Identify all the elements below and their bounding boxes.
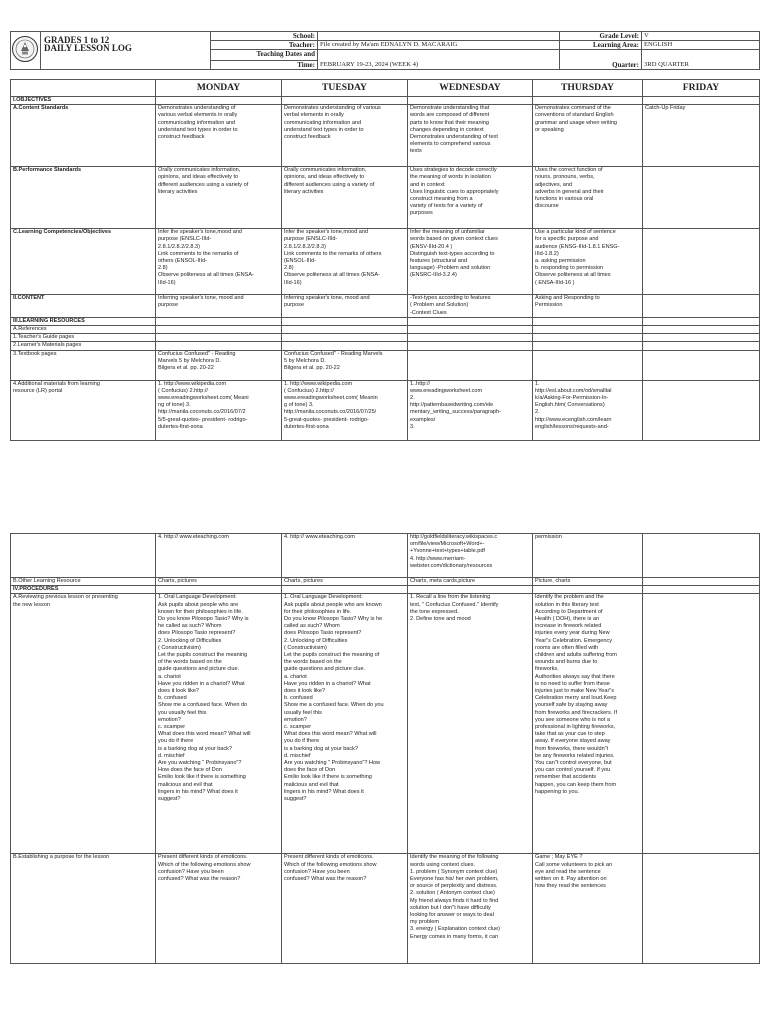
day-cell bbox=[533, 334, 643, 342]
day-cell bbox=[643, 586, 760, 594]
day-cell: 1. Oral Language Development: Ask pupils about people who are known for their philosophies in life. Do you know Pilosopo Tasio? Why is he called as such? Whom does Pilosopo Tasio represent? 2. Unlocking of Difficulties ( Constructivisim) Let the pupils construct the meaning of the words based on the guide questions and picture clue. a. chariot Have you ridden in a chariot? What does it look like? b. confused Show me a confused face. When do you usually feel this emotion? c. scamper What does this word mean? What will you do if there is a barking dog at your back? d. mischief Are you watching " Probinsyano"? How does the face of Don Emilio look like if there is something malicious and evil that lingers in his mind? What does it suggest? bbox=[156, 594, 282, 854]
row-label: A.Content Standards bbox=[11, 105, 156, 167]
day-cell bbox=[643, 342, 760, 350]
row-label: B.Establishing a purpose for the lesson bbox=[11, 854, 156, 964]
title-cell bbox=[41, 32, 211, 70]
day-thursday: THURSDAY bbox=[533, 80, 643, 97]
day-header-blank bbox=[11, 80, 156, 97]
day-cell: Identify the problem and the solution in this literary text According to Department of Health ( DOH), there is an increase in firework related injuries every year during New Year"s Celebration. Emergency rooms are often filled with children and adults suffering from wounds and burns due to fireworks. Authorities always say that there is no need to suffer from these injuries just to make New Year"s Celebration merry and loud.Keep yourself safe by staying away from fireworks and firecrackers. If you see someone who is not a professional in lighting fireworks, take that as your cue to step away. If everyone stayed away from fireworks, there wouldn"t be any fireworks related injuries. You can"t control everyone, but you can control yourself. If you remember that accidents happen, you can keep them from happening to you. bbox=[533, 594, 643, 854]
day-cell: Charts, pictures bbox=[282, 578, 408, 586]
grade-level-value: V bbox=[642, 32, 760, 41]
day-cell bbox=[282, 334, 408, 342]
day-cell bbox=[408, 334, 533, 342]
lesson-row bbox=[11, 594, 760, 854]
day-cell bbox=[282, 586, 408, 594]
lesson-table-page-two bbox=[10, 533, 760, 964]
lesson-table-page-one bbox=[10, 79, 760, 441]
day-cell: Infer the meaning of unfamiliar words based on given context clues (ENSV-IIId-20.4 ) Distinguish text-types according to features (structural and language) -Problem and solution (ENSRC-IIId-3.2.4) bbox=[408, 229, 533, 295]
row-label: I.OBJECTIVES bbox=[11, 97, 156, 105]
teaching-dates-value: FEBRUARY 19-23, 2024 (WEEK 4) bbox=[318, 50, 560, 70]
learning-area-label: Learning Area: bbox=[560, 41, 642, 50]
day-monday: MONDAY bbox=[156, 80, 282, 97]
lesson-row bbox=[11, 578, 760, 586]
header-table bbox=[10, 31, 760, 70]
day-cell: Demonstrate understanding that words are composed of different parts to know that their meaning changes depending in context Demonstrates understanding of text elements to comprehend various texts bbox=[408, 105, 533, 167]
day-cell bbox=[408, 350, 533, 380]
deped-seal-cell bbox=[11, 32, 41, 70]
day-cell bbox=[408, 317, 533, 325]
teacher-label: Teacher: bbox=[211, 41, 318, 50]
day-cell: -Text-types according to features ( Problem and Solution) -Context Clues bbox=[408, 295, 533, 318]
day-cell bbox=[533, 326, 643, 334]
day-cell bbox=[156, 317, 282, 325]
day-cell: 1. Oral Language Development: Ask pupils about people who are known for their philosophies in life. Do you know Pilosopo Tasio? Why is he called as such? Whom does Pilosopo Tasio represent? 2. Unlocking of Difficulties ( Constructivisim) Let the pupils construct the meaning of the words based on the guide questions and picture clue. a. chariot Have you ridden in a chariot? What does it look like? b. confused Show me a confused face. When do you usually feel this emotion? c. scamper What does this word mean? What will you do if there is a barking dog at your back? d. mischief Are you watching " Probinsyano"? How does the face of Don Emilio look like if there is something malicious and evil that lingers in his mind? What does it suggest? bbox=[282, 594, 408, 854]
day-tuesday: TUESDAY bbox=[282, 80, 408, 97]
day-cell bbox=[156, 326, 282, 334]
day-cell: Confucius Confused" - Reading Marvels 5 by Melchora D. Bilgera et al. pp. 20-22 bbox=[156, 350, 282, 380]
grade-level-label: Grade Level: bbox=[560, 32, 642, 41]
day-cell bbox=[533, 317, 643, 325]
day-cell: Game ; May EYE ? Call some volunteers to pick an eye and read the sentence written on it. Pay attention on how they read the sentences bbox=[533, 854, 643, 964]
row-label: 2.Learner's Materials pages bbox=[11, 342, 156, 350]
day-cell bbox=[643, 317, 760, 325]
title-daily-lesson-log: DAILY LESSON LOG bbox=[44, 43, 132, 53]
day-cell: Confucius Confused" - Reading Marvels 5 by Melchora D. Bilgera et al. pp. 20-22 bbox=[282, 350, 408, 380]
day-cell: Uses strategies to decode correctly the meaning of words in isolation and in context Uses linguistic cues to appropriately construct meaning from a variety of texts for a variety of purposes bbox=[408, 167, 533, 229]
row-label: 4.Additional materials from learning resource (LR) portal bbox=[11, 380, 156, 440]
lesson-row bbox=[11, 350, 760, 380]
day-cell: Orally communicates information, opinions, and ideas effectively to different audiences using a variety of literary activities bbox=[282, 167, 408, 229]
day-cell: Use a particular kind of sentence for a specific purpose and audience (ENSG-IIId-1.8.1 ENSG- IIId-1.8.2) a. asking permission b. responding to permission Observe politeness at all times ( ENSA-IIId-16 ) bbox=[533, 229, 643, 295]
teacher-value: File created by Ma'am EDNALYN D. MACARAIG bbox=[318, 41, 560, 50]
day-cell bbox=[643, 854, 760, 964]
day-cell bbox=[643, 594, 760, 854]
lesson-row bbox=[11, 342, 760, 350]
row-label: A.References bbox=[11, 326, 156, 334]
quarter-value: 3RD QUARTER bbox=[642, 50, 760, 70]
lesson-row bbox=[11, 326, 760, 334]
lesson-row bbox=[11, 380, 760, 440]
day-cell: Inferring speaker's tone, mood and purpose bbox=[282, 295, 408, 318]
day-cell bbox=[643, 97, 760, 105]
day-cell: Present different kinds of emoticons. Which of the following emotions show confusion? Have you been confused? What was the reason? bbox=[156, 854, 282, 964]
lesson-row bbox=[11, 229, 760, 295]
day-cell bbox=[282, 326, 408, 334]
row-label: B.Performance Standards bbox=[11, 167, 156, 229]
page-two bbox=[0, 533, 768, 1024]
row-label: 3.Textbook pages bbox=[11, 350, 156, 380]
day-cell: 4. http:// www.eteaching.com bbox=[282, 534, 408, 578]
row-label: A.Reviewing previous lesson or presenting the new lesson bbox=[11, 594, 156, 854]
day-cell bbox=[282, 97, 408, 105]
day-cell bbox=[156, 586, 282, 594]
day-cell: Charts, meta cards,picture bbox=[408, 578, 533, 586]
title-grades: GRADES 1 to 12 bbox=[44, 35, 110, 45]
day-cell bbox=[533, 586, 643, 594]
day-cell: 1..http:// www.ereadingworksheet.com 2. http://patternbasedwriting.com/ele mentary_writing_success/paragraph- examples/ 3. bbox=[408, 380, 533, 440]
day-wednesday: WEDNESDAY bbox=[408, 80, 533, 97]
lesson-row bbox=[11, 534, 760, 578]
day-cell: Infer the speaker's tone,mood and purpose (ENSLC-IIId- 2.8.1/2.8.2/2.8.3) Link comments to the remarks of others (ENSOL-IIId- 2.8) Observe politeness at all times (ENSA- IIId-16) bbox=[282, 229, 408, 295]
day-cell: Picture, charts bbox=[533, 578, 643, 586]
row-label: B.Other Learning Resource bbox=[11, 578, 156, 586]
learning-area-value: ENGLISH bbox=[642, 41, 760, 50]
day-cell bbox=[643, 167, 760, 229]
quarter-label: Quarter: bbox=[560, 50, 642, 70]
day-cell bbox=[533, 342, 643, 350]
day-cell: Demonstrates command of the conventions of standard English grammar and usage when writing or speaking bbox=[533, 105, 643, 167]
day-cell: permission bbox=[533, 534, 643, 578]
day-cell bbox=[643, 350, 760, 380]
page-two-rows bbox=[11, 534, 760, 964]
day-cell: Asking and Responding to Permission bbox=[533, 295, 643, 318]
row-label: III.LEARNING RESOURCES bbox=[11, 317, 156, 325]
school-label: School: bbox=[211, 32, 318, 41]
day-cell: Charts, pictures bbox=[156, 578, 282, 586]
day-cell: Demonstrates understanding of various verbal elements in orally communicating information and understand text types in order to construct feedback bbox=[156, 105, 282, 167]
lesson-row bbox=[11, 105, 760, 167]
day-cell: Identify the meaning of the following words using context clues. 1. problem ( Synonym context clue) Everyone has his/ her own problem, or source of perplexity and distress. 2. solution ( Antonym context clue) My friend always finds it hard to find solution but I don"t have difficulty looking for answer or ways to deal my problem 3. energy ( Explanation context clue) Energy comes in many forms, it can bbox=[408, 854, 533, 964]
day-cell bbox=[156, 342, 282, 350]
row-label bbox=[11, 534, 156, 578]
day-cell bbox=[408, 586, 533, 594]
day-header-row bbox=[11, 80, 760, 97]
time-label: Time: bbox=[211, 61, 318, 70]
lesson-row bbox=[11, 295, 760, 318]
row-label: II.CONTENT bbox=[11, 295, 156, 318]
day-cell bbox=[643, 380, 760, 440]
day-cell: Present different kinds of emoticons. Which of the following emotions show confusion? Have you been confused? What was the reason? bbox=[282, 854, 408, 964]
lesson-row bbox=[11, 317, 760, 325]
row-label: C.Learning Competencies/Objectives bbox=[11, 229, 156, 295]
day-cell bbox=[282, 342, 408, 350]
day-cell: Orally communicates information, opinions, and ideas effectively to different audiences using a variety of literary activities bbox=[156, 167, 282, 229]
day-cell: http://goldfieldsliteracy.wikispaces.c om/file/view/Microsoft+Word+- +Yvonne+text+types+table.pdf 4. http://www.merriam- webster.com/dictionary/resources bbox=[408, 534, 533, 578]
page-one bbox=[0, 0, 768, 470]
page-one-rows bbox=[11, 97, 760, 441]
row-label: 1.Teacher's Guide pages bbox=[11, 334, 156, 342]
day-cell bbox=[282, 317, 408, 325]
day-cell: 1. http://www.wikipedia.com ( Confucius) 2.http:// www.ereadingworksheet.com( Meani ng of tone) 3. http://manila.coconuts.co/2016/07/2 5/5-great-quotes- president- rodrigo- dutertes-first-sona bbox=[156, 380, 282, 440]
day-cell bbox=[643, 229, 760, 295]
day-cell: 1. Recall a line from the listening text, " Confucius Confused." Identify the tone expressed. 2. Define tone and mood bbox=[408, 594, 533, 854]
teaching-dates-label: Teaching Dates and bbox=[211, 50, 318, 61]
day-cell: Uses the correct function of nouns, pronouns, verbs, adjectives, and adverbs in general and their functions in various oral discourse bbox=[533, 167, 643, 229]
lesson-row bbox=[11, 334, 760, 342]
day-cell bbox=[408, 326, 533, 334]
school-value bbox=[318, 32, 560, 41]
day-cell bbox=[643, 295, 760, 318]
lesson-row bbox=[11, 97, 760, 105]
day-cell: 1. http://www.wikipedia.com ( Confucius) 2.http:// www.ereadingworksheet.com( Meanin g of tone) 3. http://manila.coconuts.co/2016/07/25/ 5-great-quotes- president- rodrigo- dutertes-first-sona bbox=[282, 380, 408, 440]
day-cell: 4. http:// www.eteaching.com bbox=[156, 534, 282, 578]
lesson-row bbox=[11, 586, 760, 594]
lesson-row bbox=[11, 167, 760, 229]
day-cell: 1. http://esl.about.com/od/smalltal k/a/Asking-For-Permission-In- English.htm( Conversations) 2. http://www.ecenglish.com/learn english/lessons/requests-and- bbox=[533, 380, 643, 440]
day-cell bbox=[533, 97, 643, 105]
deped-seal-icon bbox=[11, 32, 39, 66]
day-cell bbox=[643, 334, 760, 342]
day-cell: Inferring speaker's tone, mood and purpose bbox=[156, 295, 282, 318]
day-cell bbox=[408, 342, 533, 350]
day-cell bbox=[156, 97, 282, 105]
day-cell bbox=[156, 334, 282, 342]
day-cell: Demonstrates understanding of various verbal elements in orally communicating information and understand text types in order to construct feedback bbox=[282, 105, 408, 167]
lesson-row bbox=[11, 854, 760, 964]
day-cell bbox=[643, 326, 760, 334]
day-cell bbox=[643, 534, 760, 578]
day-cell bbox=[533, 350, 643, 380]
day-cell bbox=[643, 578, 760, 586]
day-cell bbox=[408, 97, 533, 105]
day-cell: Catch-Up Friday bbox=[643, 105, 760, 167]
day-cell: Infer the speaker's tone,mood and purpose (ENSLC-IIId- 2.8.1/2.8.2/2.8.3) Link comments to the remarks of others (ENSOL-IIId- 2.8) Observe politeness at all times (ENSA- IIId-16) bbox=[156, 229, 282, 295]
day-friday: FRIDAY bbox=[643, 80, 760, 97]
row-label: IV.PROCEDURES bbox=[11, 586, 156, 594]
